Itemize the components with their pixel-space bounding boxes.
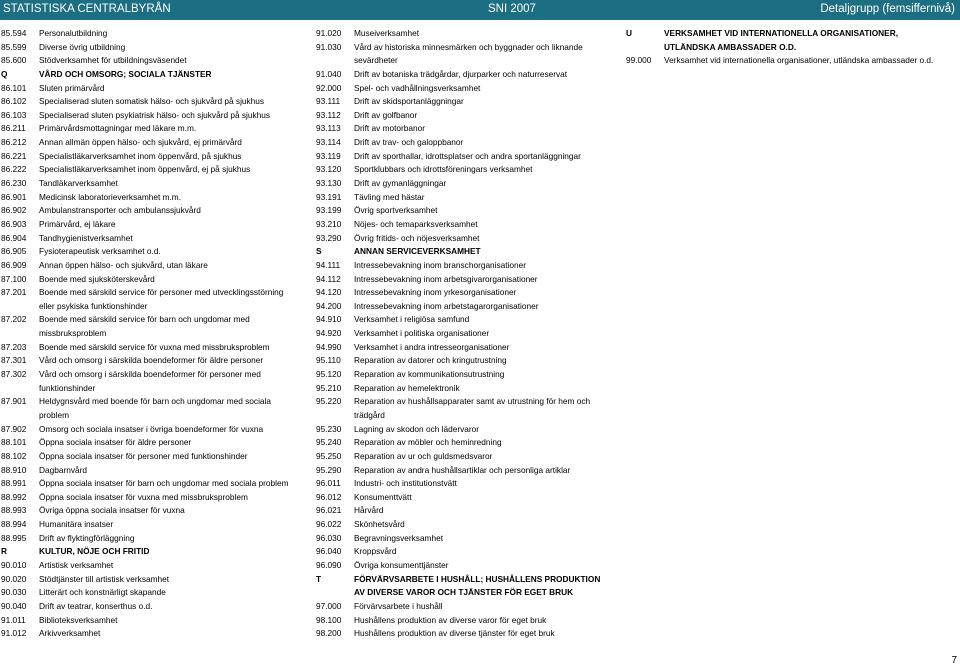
row-description: Reparation av hushållsapparater samt av utrustning för hem och xyxy=(354,396,591,407)
code-row xyxy=(316,82,616,96)
code-row xyxy=(316,150,616,164)
code-row xyxy=(316,68,616,82)
row-description: Övrig fritids- och nöjesverksamhet xyxy=(354,232,480,243)
code-row xyxy=(316,491,616,505)
code-row xyxy=(316,259,616,273)
row-code: 95.120 xyxy=(316,369,342,380)
row-code: 95.250 xyxy=(316,450,342,461)
code-row xyxy=(1,532,306,546)
row-description: VÅRD OCH OMSORG; SOCIALA TJÄNSTER xyxy=(39,68,212,79)
row-description: Drift av botaniska trädgårdar, djurparker och naturreservat xyxy=(354,68,568,79)
row-code: 92.000 xyxy=(316,82,342,93)
row-description: Diverse övrig utbildning xyxy=(39,41,126,52)
code-row xyxy=(316,614,616,628)
row-description: Heldygnsvård med boende för barn och ungdomar med sociala xyxy=(39,396,271,407)
page-header xyxy=(0,0,960,20)
row-description: Reparation av möbler och heminredning xyxy=(354,437,502,448)
row-description: Drift av flyktingförläggning xyxy=(39,532,135,543)
row-code: 87.902 xyxy=(1,423,27,434)
row-description: Museiverksamhet xyxy=(354,28,420,38)
code-row xyxy=(316,41,616,55)
code-row xyxy=(626,54,960,68)
code-row xyxy=(316,204,616,218)
row-description: Nöjes- och temaparksverksamhet xyxy=(354,218,478,229)
row-code: 93.290 xyxy=(316,232,342,243)
row-code: 88.992 xyxy=(1,491,27,502)
code-row xyxy=(1,122,306,136)
code-row xyxy=(1,368,306,382)
row-code: 93.130 xyxy=(316,178,342,189)
code-row xyxy=(316,532,616,546)
row-code: 91.020 xyxy=(316,28,342,38)
row-code: 86.902 xyxy=(1,205,27,216)
row-code: 99.000 xyxy=(626,55,652,66)
code-row xyxy=(1,286,306,300)
code-row xyxy=(316,341,616,355)
code-row xyxy=(1,273,306,287)
row-description: Litterärt och konstnärligt skapande xyxy=(39,587,166,598)
row-description: Tävling med hästar xyxy=(354,191,425,202)
row-code: 88.910 xyxy=(1,464,27,475)
row-description: Annan allmän öppen hälso- och sjukvård, ej primärvård xyxy=(39,137,242,148)
code-row xyxy=(316,600,616,614)
row-description: Omsorg och sociala insatser i övriga boendeformer för vuxna xyxy=(39,423,264,434)
row-code: 93.119 xyxy=(316,150,341,161)
row-description: KULTUR, NÖJE OCH FRITID xyxy=(39,546,150,557)
row-description: Primärvårdsmottagningar med läkare m.m. xyxy=(39,123,197,134)
row-code: 86.230 xyxy=(1,178,27,189)
code-row xyxy=(316,559,616,573)
row-description: Drift av skidsportanläggningar xyxy=(354,96,464,107)
code-row xyxy=(1,136,306,150)
row-description: Boende med sjuksköterskevård xyxy=(39,273,155,284)
row-description: Medicinsk laboratorieverksamhet m.m. xyxy=(39,191,182,202)
row-code: 96.011 xyxy=(316,478,341,489)
row-description: problem xyxy=(39,409,69,420)
row-code: 96.090 xyxy=(316,559,342,570)
code-row xyxy=(1,327,306,341)
code-row xyxy=(316,477,616,491)
row-code xyxy=(1,327,39,341)
row-description: Intressebevakning inom arbetstagarorganisationer xyxy=(354,300,539,311)
code-row xyxy=(1,450,306,464)
row-code: 96.021 xyxy=(316,505,342,516)
row-description: Tandläkarverksamhet xyxy=(39,178,118,189)
code-row xyxy=(1,313,306,327)
row-description: Vård av historiska minnesmärken och byggnader och liknande xyxy=(354,41,583,52)
row-code: 94.990 xyxy=(316,341,342,352)
code-row xyxy=(1,573,306,587)
row-description: Öppna sociala insatser för barn och ungdomar med sociala problem xyxy=(39,478,289,489)
row-code xyxy=(316,586,354,600)
code-row xyxy=(316,232,616,246)
row-code: 93.113 xyxy=(316,123,341,134)
row-description: Intressebevakning inom branschorganisationer xyxy=(354,259,527,270)
row-description: Reparation av ur och guldsmedsvaror xyxy=(354,450,493,461)
row-description: Intressebevakning inom arbetsgivarorganisationer xyxy=(354,273,538,284)
code-row xyxy=(1,300,306,314)
row-code: 96.030 xyxy=(316,532,342,543)
section-heading xyxy=(316,586,616,600)
row-code: 94.920 xyxy=(316,328,342,339)
row-description: Reparation av andra hushållsartiklar och personliga artiklar xyxy=(354,464,571,475)
row-description: Vård och omsorg i särskilda boendeformer för äldre personer xyxy=(39,355,264,366)
row-description: Verksamhet i andra intresseorganisationer xyxy=(354,341,510,352)
code-row xyxy=(316,409,616,423)
code-row xyxy=(1,491,306,505)
row-description: Öppna sociala insatser för personer med funktionshinder xyxy=(39,450,248,461)
row-description: Artistisk verksamhet xyxy=(39,559,114,570)
code-row xyxy=(1,559,306,573)
row-description: Vård och omsorg i särskilda boendeformer för personer med xyxy=(39,369,261,380)
row-code: 85.600 xyxy=(1,55,27,66)
row-code: 86.101 xyxy=(1,82,27,93)
code-row xyxy=(316,504,616,518)
row-description: Arkivverksamhet xyxy=(39,628,101,639)
row-code: 90.010 xyxy=(1,559,27,570)
row-code: 86.212 xyxy=(1,137,27,148)
row-code xyxy=(316,54,354,68)
code-row xyxy=(316,450,616,464)
code-row xyxy=(316,518,616,532)
row-description: Drift av golfbanor xyxy=(354,109,418,120)
row-description: Drift av trav- och galoppbanor xyxy=(354,137,464,148)
row-code: 96.040 xyxy=(316,546,342,557)
code-row xyxy=(1,27,306,41)
row-description: Reparation av kommunikationsutrustning xyxy=(354,369,505,380)
row-description: Boende med särskild service för vuxna med missbruksproblem xyxy=(39,341,270,352)
row-code: 91.011 xyxy=(1,614,26,625)
row-description: Lagning av skodon och lädervaror xyxy=(354,423,479,434)
code-row xyxy=(316,368,616,382)
code-row xyxy=(1,41,306,55)
row-code xyxy=(626,41,664,55)
code-row xyxy=(316,122,616,136)
row-description: Drift av motorbanor xyxy=(354,123,426,134)
row-description: Skönhetsvård xyxy=(354,519,405,530)
row-code: 87.100 xyxy=(1,273,27,284)
code-row xyxy=(1,518,306,532)
row-code xyxy=(1,300,39,314)
row-code: 95.240 xyxy=(316,437,342,448)
code-row xyxy=(316,436,616,450)
row-code: 87.203 xyxy=(1,341,27,352)
row-code: 90.030 xyxy=(1,587,27,598)
row-description: Hushållens produktion av diverse varor för eget bruk xyxy=(354,614,547,625)
row-code: 96.022 xyxy=(316,519,342,530)
code-row xyxy=(1,163,306,177)
row-code: 93.114 xyxy=(316,137,341,148)
row-description: Primärvård, ej läkare xyxy=(39,218,116,229)
row-code: 94.120 xyxy=(316,287,342,298)
row-description: UTLÄNDSKA AMBASSADER O.D. xyxy=(664,41,797,52)
code-row xyxy=(1,259,306,273)
code-row xyxy=(316,464,616,478)
row-description: Boende med särskild service för personer med utvecklingsstörning xyxy=(39,287,284,298)
row-description: Dagbarnvård xyxy=(39,464,87,475)
row-description: Annan öppen hälso- och sjukvård, utan läkare xyxy=(39,259,208,270)
row-description: Drift av teatrar, konserthus o.d. xyxy=(39,600,153,611)
row-description: sevärdheter xyxy=(354,55,398,66)
code-row xyxy=(1,614,306,628)
row-code: 86.103 xyxy=(1,109,27,120)
code-row xyxy=(1,395,306,409)
row-code xyxy=(316,409,354,423)
code-row xyxy=(316,286,616,300)
row-code: 95.290 xyxy=(316,464,342,475)
row-description: Sluten primärvård xyxy=(39,82,105,93)
row-description: Övriga öppna sociala insatser för vuxna xyxy=(39,505,185,516)
code-row xyxy=(1,477,306,491)
row-code: 86.903 xyxy=(1,218,27,229)
code-row xyxy=(1,436,306,450)
code-row xyxy=(316,95,616,109)
row-description: eller psykiska funktionshinder xyxy=(39,300,148,311)
code-row xyxy=(1,245,306,259)
header-classification: SNI 2007 xyxy=(488,3,536,15)
code-row xyxy=(316,627,616,641)
row-description: Övrig sportverksamhet xyxy=(354,205,438,216)
code-row xyxy=(316,191,616,205)
row-code: 85.594 xyxy=(1,28,27,38)
code-row xyxy=(1,54,306,68)
row-code: S xyxy=(316,246,322,257)
row-description: Specialistläkarverksamhet inom öppenvård, på sjukhus xyxy=(39,150,242,161)
code-row xyxy=(1,409,306,423)
code-row xyxy=(316,177,616,191)
row-code: 98.200 xyxy=(316,628,342,639)
code-row xyxy=(316,313,616,327)
code-row xyxy=(1,232,306,246)
row-code: 95.210 xyxy=(316,382,342,393)
row-code: 88.991 xyxy=(1,478,27,489)
row-description: Hårvård xyxy=(354,505,384,516)
row-code: 94.200 xyxy=(316,300,342,311)
code-row xyxy=(1,504,306,518)
code-row xyxy=(316,136,616,150)
page-number: 7 xyxy=(951,655,957,666)
header-level: Detaljgrupp (femsiffernivå) xyxy=(820,3,955,15)
code-row xyxy=(316,423,616,437)
code-row xyxy=(1,177,306,191)
row-description: ANNAN SERVICEVERKSAMHET xyxy=(354,246,481,257)
row-code: 86.211 xyxy=(1,123,26,134)
row-code: U xyxy=(626,28,632,38)
row-description: Specialistläkarverksamhet inom öppenvård, ej på sjukhus xyxy=(39,164,251,175)
row-code: 93.120 xyxy=(316,164,342,175)
column-3 xyxy=(626,27,960,68)
section-heading xyxy=(316,573,616,587)
row-code: 91.030 xyxy=(316,41,342,52)
row-description: Humanitära insatser xyxy=(39,519,114,530)
code-row xyxy=(1,586,306,600)
row-description: Stödverksamhet för utbildningsväsendet xyxy=(39,55,187,66)
code-row xyxy=(316,273,616,287)
row-code: 94.112 xyxy=(316,273,341,284)
row-description: FÖRVÄRVSARBETE I HUSHÅLL; HUSHÅLLENS PRODUKTION xyxy=(354,573,601,584)
row-code: 88.102 xyxy=(1,450,27,461)
row-code: 91.012 xyxy=(1,628,27,639)
row-code: 85.599 xyxy=(1,41,27,52)
code-row xyxy=(1,191,306,205)
row-description: Tandhygienistverksamhet xyxy=(39,232,133,243)
code-row xyxy=(316,354,616,368)
row-code: 93.199 xyxy=(316,205,342,216)
row-code: 93.111 xyxy=(316,96,341,107)
row-code: 91.040 xyxy=(316,68,342,79)
row-description: Specialiserad sluten psykiatrisk hälso- och sjukvård på sjukhus xyxy=(39,109,271,120)
row-description: Begravningsverksamhet xyxy=(354,532,444,543)
row-description: Fysioterapeutisk verksamhet o.d. xyxy=(39,246,161,257)
row-code: 90.020 xyxy=(1,573,27,584)
row-description: Ambulanstransporter och ambulanssjukvård xyxy=(39,205,201,216)
code-row xyxy=(1,95,306,109)
code-row xyxy=(1,82,306,96)
code-row xyxy=(1,600,306,614)
row-code: 90.040 xyxy=(1,600,27,611)
row-description: trädgård xyxy=(354,409,385,420)
row-code: 87.301 xyxy=(1,355,27,366)
code-row xyxy=(316,109,616,123)
row-code: 86.909 xyxy=(1,259,27,270)
row-description: Specialiserad sluten somatisk hälso- och sjukvård på sjukhus xyxy=(39,96,265,107)
code-row xyxy=(1,204,306,218)
row-code: 93.191 xyxy=(316,191,342,202)
code-row xyxy=(316,163,616,177)
row-description: Industri- och institutionstvätt xyxy=(354,478,457,489)
column-2 xyxy=(316,27,616,641)
row-code: 86.901 xyxy=(1,191,27,202)
row-description: AV DIVERSE VAROR OCH TJÄNSTER FÖR EGET BRUK xyxy=(354,587,574,598)
code-row xyxy=(1,627,306,641)
row-description: Öppna sociala insatser för äldre personer xyxy=(39,437,192,448)
row-code: 86.904 xyxy=(1,232,27,243)
row-code: Q xyxy=(1,68,8,79)
code-row xyxy=(1,354,306,368)
row-description: Förvärvsarbete i hushåll xyxy=(354,600,443,611)
code-row xyxy=(316,395,616,409)
column-1 xyxy=(1,27,306,641)
section-heading xyxy=(626,27,960,41)
row-code xyxy=(1,409,39,423)
row-description: Verksamhet i religiösa samfund xyxy=(354,314,470,325)
section-heading xyxy=(316,245,616,259)
row-description: Hushållens produktion av diverse tjänster för eget bruk xyxy=(354,628,555,639)
header-organization: STATISTISKA CENTRALBYRÅN xyxy=(3,3,171,15)
row-code: 95.220 xyxy=(316,396,342,407)
row-code: 93.210 xyxy=(316,218,342,229)
code-row xyxy=(1,109,306,123)
code-row xyxy=(316,545,616,559)
row-code: 86.222 xyxy=(1,164,27,175)
code-row xyxy=(1,150,306,164)
row-code: R xyxy=(1,546,7,557)
row-description: VERKSAMHET VID INTERNATIONELLA ORGANISATIONER, xyxy=(664,28,899,38)
row-description: Reparation av hemelektronik xyxy=(354,382,460,393)
row-description: Reparation av datorer och kringutrustning xyxy=(354,355,507,366)
row-description: Biblioteksverksamhet xyxy=(39,614,118,625)
row-code: 88.994 xyxy=(1,519,27,530)
row-description: Spel- och vadhållningsverksamhet xyxy=(354,82,481,93)
section-heading xyxy=(626,41,960,55)
row-description: Drift av sporthallar, idrottsplatser och andra sportanläggningar xyxy=(354,150,581,161)
row-code: 93.112 xyxy=(316,109,341,120)
row-description: funktionshinder xyxy=(39,382,96,393)
code-row xyxy=(316,54,616,68)
row-code: T xyxy=(316,573,322,584)
row-description: Stödtjänster till artistisk verksamhet xyxy=(39,573,170,584)
row-code: 86.102 xyxy=(1,96,27,107)
row-code: 97.000 xyxy=(316,600,342,611)
section-heading xyxy=(1,68,306,82)
row-description: Verksamhet i politiska organisationer xyxy=(354,328,490,339)
code-row xyxy=(1,382,306,396)
code-row xyxy=(316,218,616,232)
row-code: 86.221 xyxy=(1,150,27,161)
row-code: 87.202 xyxy=(1,314,27,325)
row-description: missbruksproblem xyxy=(39,328,107,339)
row-code: 88.993 xyxy=(1,505,27,516)
row-code: 88.101 xyxy=(1,437,27,448)
section-heading xyxy=(1,545,306,559)
code-row xyxy=(316,300,616,314)
row-code: 88.995 xyxy=(1,532,27,543)
code-row xyxy=(316,27,616,41)
row-code: 95.230 xyxy=(316,423,342,434)
code-row xyxy=(1,341,306,355)
row-code xyxy=(1,382,39,396)
row-code: 94.910 xyxy=(316,314,342,325)
row-description: Intressebevakning inom yrkesorganisationer xyxy=(354,287,517,298)
row-code: 86.905 xyxy=(1,246,27,257)
row-description: Kroppsvård xyxy=(354,546,397,557)
row-code: 98.100 xyxy=(316,614,342,625)
row-description: Sportklubbars och idrottsföreningars verksamhet xyxy=(354,164,533,175)
row-code: 87.201 xyxy=(1,287,27,298)
code-row xyxy=(316,382,616,396)
row-description: Konsumenttvätt xyxy=(354,491,412,502)
row-code: 96.012 xyxy=(316,491,342,502)
code-row xyxy=(1,218,306,232)
row-description: Öppna sociala insatser för vuxna med missbruksproblem xyxy=(39,491,248,502)
code-row xyxy=(316,327,616,341)
row-code: 95.110 xyxy=(316,355,341,366)
row-description: Verksamhet vid internationella organisationer, utländska ambassader o.d. xyxy=(664,55,934,66)
row-description: Drift av gymanläggningar xyxy=(354,178,447,189)
row-code: 87.901 xyxy=(1,396,27,407)
code-row xyxy=(1,423,306,437)
row-description: Övriga konsumenttjänster xyxy=(354,559,449,570)
row-description: Personalutbildning xyxy=(39,28,108,38)
code-row xyxy=(1,464,306,478)
row-code: 94.111 xyxy=(316,259,341,270)
row-description: Boende med särskild service för barn och ungdomar med xyxy=(39,314,250,325)
row-code: 87.302 xyxy=(1,369,27,380)
